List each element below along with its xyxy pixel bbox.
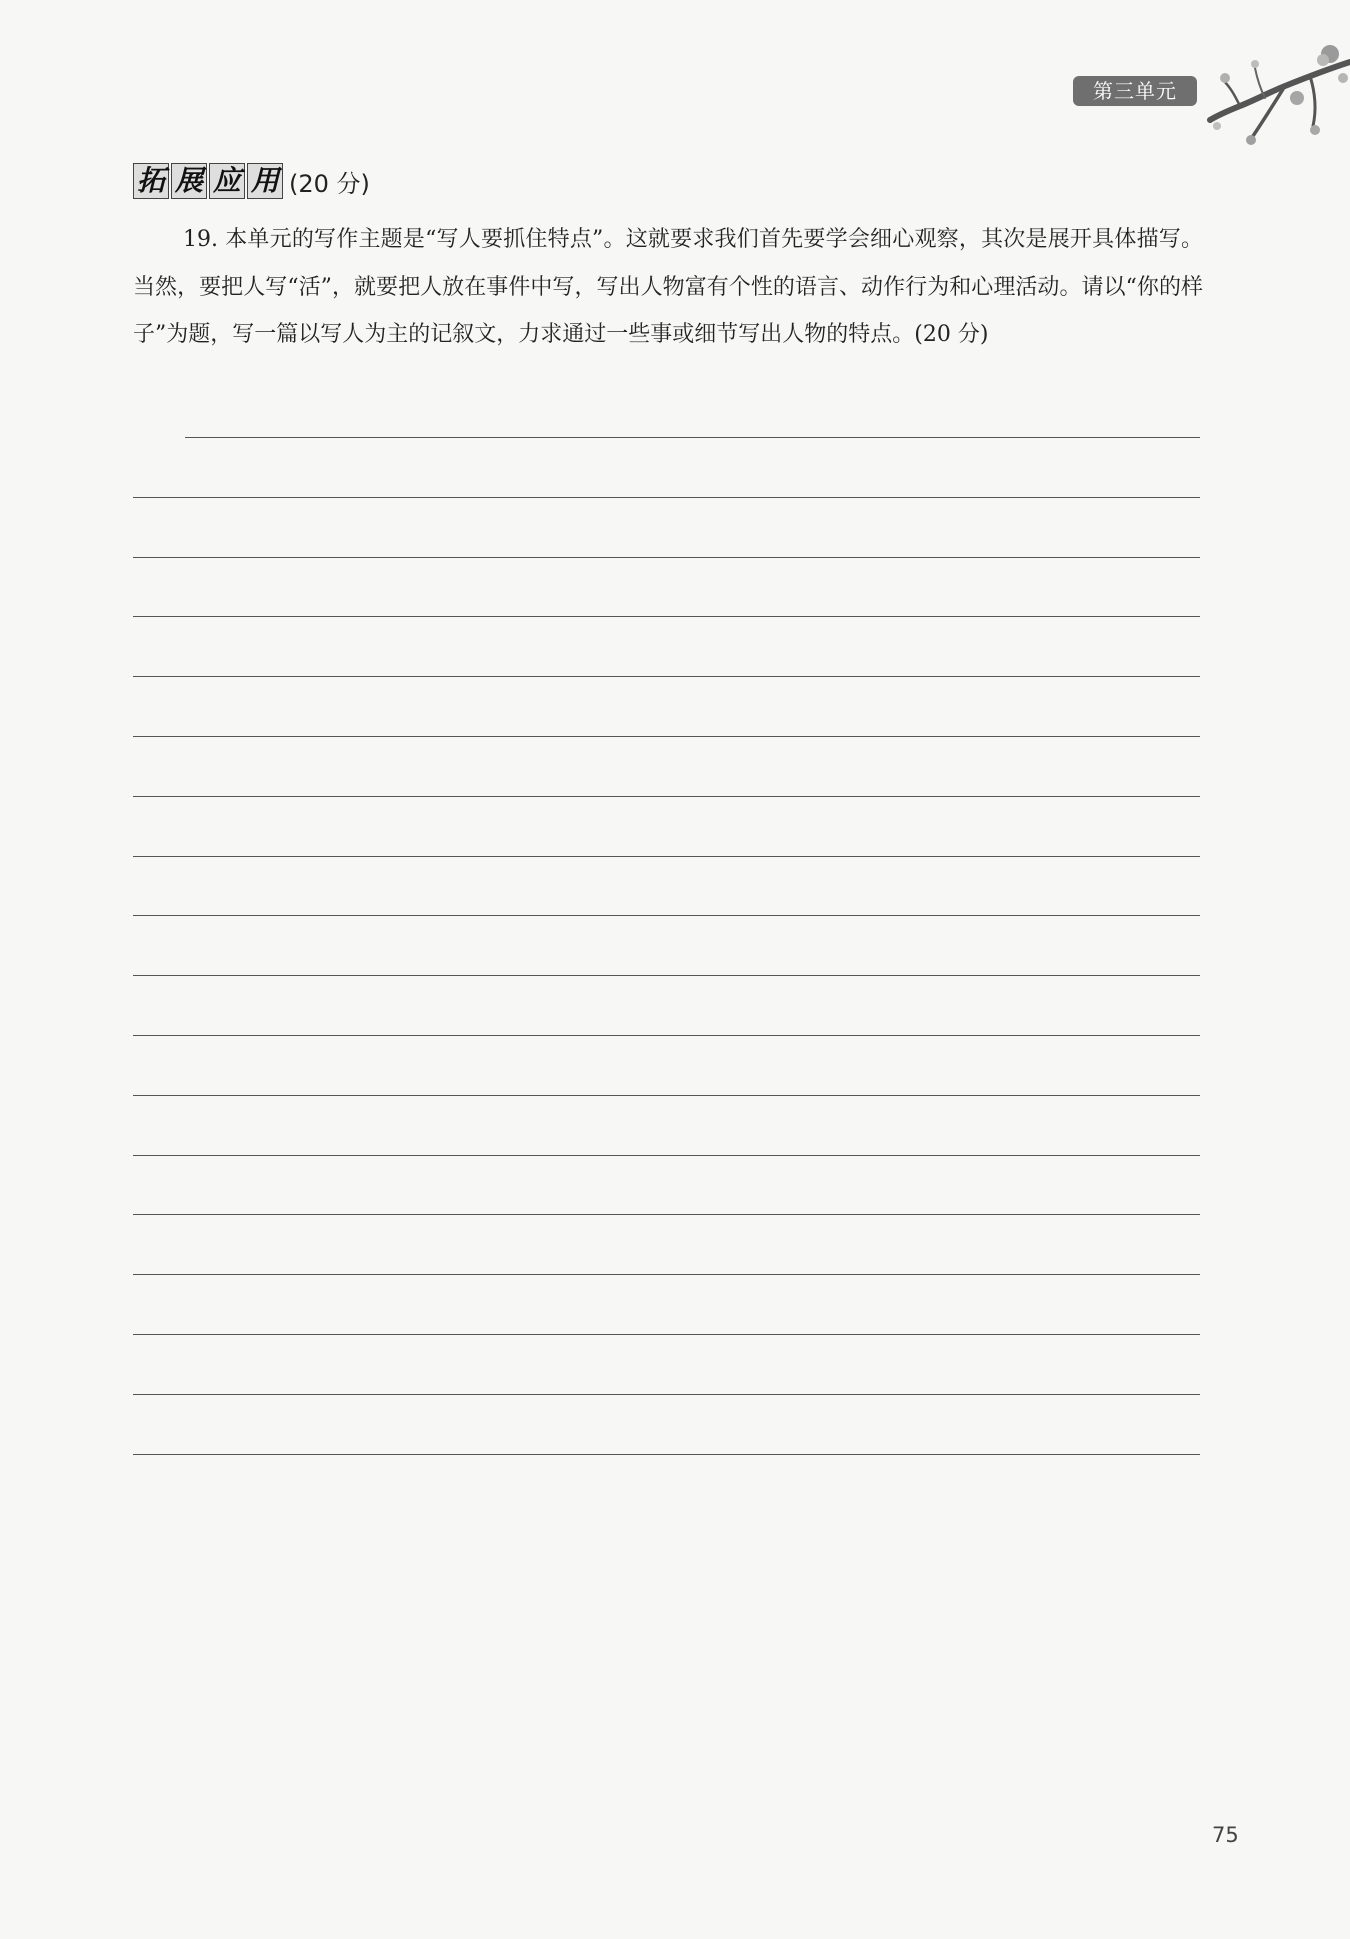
writing-line[interactable] [133,497,1200,498]
writing-line[interactable] [133,796,1200,797]
writing-line[interactable] [133,557,1200,558]
writing-line[interactable] [133,616,1200,617]
writing-line[interactable] [133,1155,1200,1156]
writing-line[interactable] [133,915,1200,916]
unit-badge: 第三单元 [1073,76,1197,106]
page-number: 75 [1212,1823,1239,1847]
writing-line[interactable] [133,1274,1200,1275]
writing-line[interactable] [133,856,1200,857]
writing-line[interactable] [133,1334,1200,1335]
writing-line[interactable] [133,975,1200,976]
writing-line[interactable] [133,1214,1200,1215]
question-text: 19. 本单元的写作主题是“写人要抓住特点”。这就要求我们首先要学会细心观察，其次是展开具体描写。当然，要把人写“活”，就要把人放在事件中写，写出人物富有个性的语言、动作行为和心理活动。请以“你的样子”为题，写一篇以写人为主的记叙文，力求通过一些事或细节写出人物的特点。(20 分) [133,227,1203,347]
writing-line[interactable] [133,736,1200,737]
writing-line[interactable] [133,676,1200,677]
section-title-char: 拓 [133,163,169,199]
writing-line[interactable] [133,1394,1200,1395]
section-title-char: 用 [247,163,283,199]
writing-line[interactable] [133,1095,1200,1096]
writing-line[interactable] [133,1454,1200,1455]
section-title-char: 应 [209,163,245,199]
writing-line[interactable] [185,437,1200,438]
section-title-char: 展 [171,163,207,199]
section-score: (20 分) [289,169,370,198]
writing-line[interactable] [133,1035,1200,1036]
